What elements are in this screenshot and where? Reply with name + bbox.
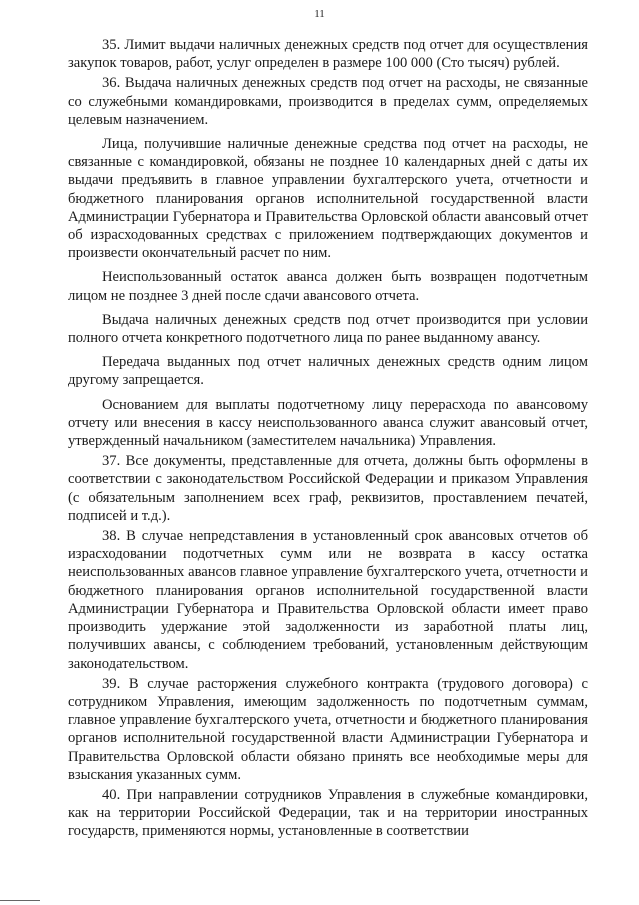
scan-edge-line: [0, 900, 40, 901]
paragraph-36: 36. Выдача наличных денежных средств под отчет на расходы, не связанные со служебными командировками, производится в пределах сумм, определяемых целевым назначением.: [68, 75, 588, 128]
paragraph-38: 38. В случае непредставления в установленный срок авансовых отчетов об израсходовании подотчетных сумм или не возврата в кассу остатка неиспользованных авансов главное управление бухгалтерского учета, отчетности и бюджетного планирования органов исполнительной государственной власти Администрации Губернатора и Правительства Орловской области имеет право производить удержание этой задолженности из заработной платы лиц, получивших авансы, с соблюдением требований, установленным действующим законодательством.: [68, 528, 588, 672]
paragraph-advance-report-deadline: Лица, получившие наличные денежные средства под отчет на расходы, не связанные с командировкой, обязаны не позднее 10 календарных дней с даты их выдачи предъявить в главное управлении бухгалтерского учета, отчетности и бюджетного планирования органов исполнительной государственной власти Администрации Губернатора и Правительства Орловской области авансовый отчет об израсходованных средствах с приложением подтверждающих документов и произвести окончательный расчет по ним.: [68, 136, 588, 262]
paragraph-transfer-prohibited: Передача выданных под отчет наличных денежных средств одним лицом другому запрещается.: [68, 354, 588, 389]
paragraph-37: 37. Все документы, представленные для отчета, должны быть оформлены в соответствии с законодательством Российской Федерации и приказом Управления (с обязательным заполнением всех граф, реквизитов, проставлением печатей, подписей и т.д.).: [68, 453, 588, 524]
paragraph-issue-condition: Выдача наличных денежных средств под отчет производится при условии полного отчета конкретного подотчетного лица по ранее выданному авансу.: [68, 311, 588, 347]
page-number: 11: [314, 8, 325, 20]
document-body: [68, 36, 588, 843]
paragraph-40: 40. При направлении сотрудников Управления в служебные командировки, как на территории Российской Федерации, так и на территории иностранных государств, применяются нормы, установленные в соответствии: [68, 786, 588, 840]
paragraph-35: 35. Лимит выдачи наличных денежных средств под отчет для осуществления закупок товаров, работ, услуг определен в размере 100 000 (Сто тысяч) рублей.: [68, 37, 588, 72]
paragraph-unused-advance-return: Неиспользованный остаток аванса должен быть возвращен подотчетным лицом не позднее 3 дней после сдачи авансового отчета.: [68, 269, 588, 304]
paragraph-39: 39. В случае расторжения служебного контракта (трудового договора) с сотрудником Управления, имеющим задолженность по подотчетным суммам, главное управление бухгалтерского учета, отчетности и бюджетного планирования органов исполнительной государственной власти Администрации Губернатора и Правительства Орловской области обязано принять все необходимые меры для взыскания указанных сумм.: [68, 675, 588, 783]
paragraph-overspend-basis: Основанием для выплаты подотчетному лицу перерасхода по авансовому отчету или внесения в кассу неиспользованного аванса служит авансовый отчет, утвержденный начальником (заместителем начальника) Управления.: [68, 396, 588, 450]
